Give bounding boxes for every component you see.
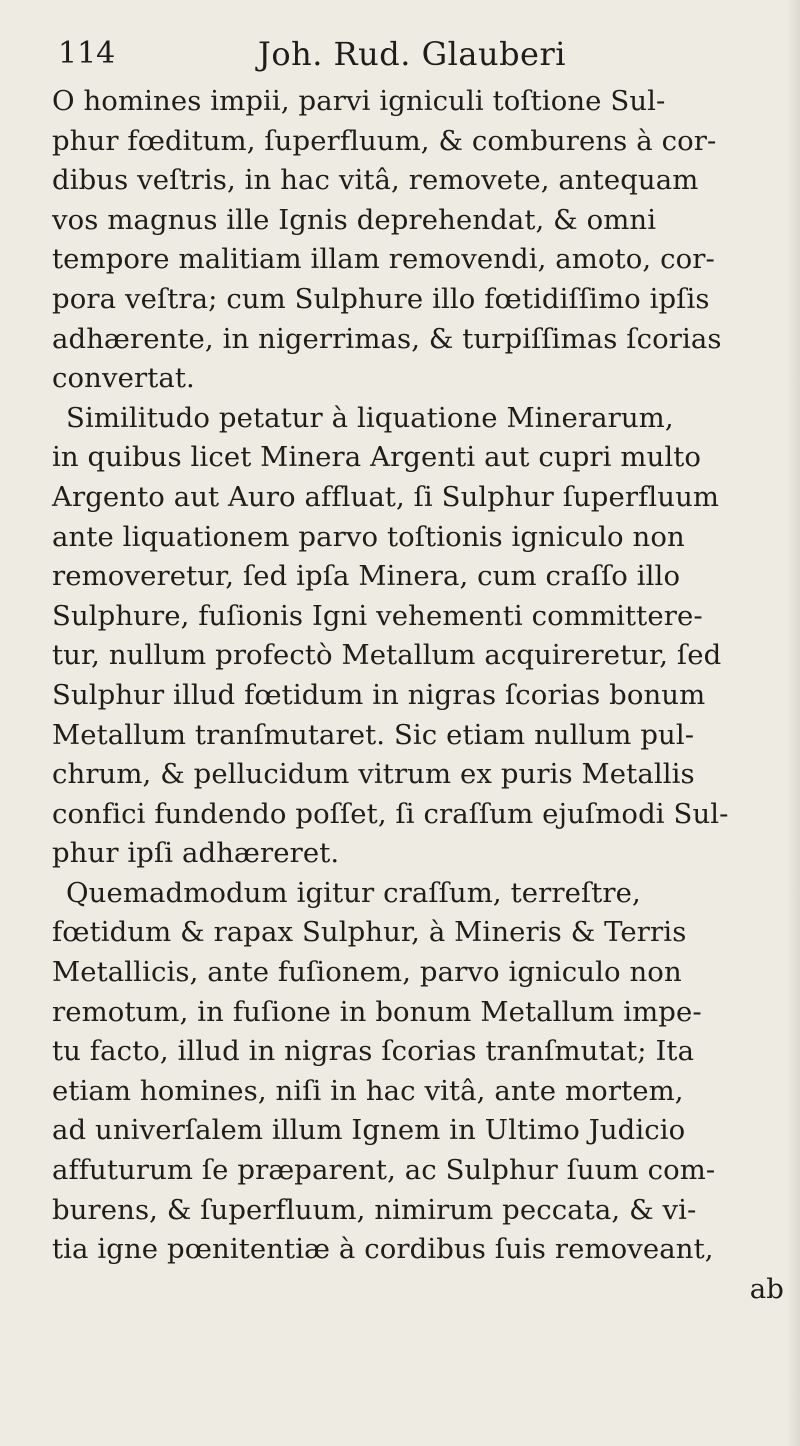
text-line: Argento aut Auro affluat, ſi Sulphur ſuperfluum [52, 480, 720, 513]
text-line: in quibus licet Minera Argenti aut cupri multo [52, 441, 702, 474]
text-line: Sulphur illud fœtidum in nigras ſcorias bonum [52, 678, 706, 711]
text-line: phur fœditum, ſuperfluum, & comburens à cor- [52, 124, 717, 157]
text-line: ad univerſalem illum Ignem in Ultimo Judicio [52, 1114, 686, 1147]
text-line: etiam homines, niſi in hac vitâ, ante mortem, [52, 1074, 684, 1107]
text-line: Metallicis, ante fuſionem, parvo igniculo non [52, 956, 682, 989]
body-text [52, 82, 792, 1309]
text-line: removeretur, ſed ipſa Minera, cum craſſo illo [52, 560, 681, 593]
text-line: convertat. [52, 362, 195, 395]
text-line: fœtidum & rapax Sulphur, à Mineris & Terris [52, 916, 687, 949]
text-line: vos magnus ille Ignis deprehendat, & omni [52, 203, 657, 236]
text-line: tempore malitiam illam removendi, amoto, cor- [52, 243, 715, 276]
text-line: ante liquationem parvo toſtionis igniculo non [52, 520, 685, 553]
page-number: 114 [58, 36, 116, 71]
text-line: tur, nullum profectò Metallum acquireretur, ſed [52, 639, 722, 672]
text-line: affuturum ſe præparent, ac Sulphur ſuum com- [52, 1154, 716, 1187]
text-line: chrum, & pellucidum vitrum ex puris Metallis [52, 758, 695, 791]
text-line: O homines impii, parvi igniculi toſtione Sul- [52, 85, 666, 117]
text-line-paragraph-start: Quemadmodum igitur craſſum, terreſtre, [66, 876, 641, 909]
text-line: confici fundendo poſſet, ſi craſſum ejuſmodi Sul- [52, 797, 729, 830]
text-line: Sulphure, fuſionis Igni vehementi committere- [52, 599, 703, 632]
text-line: tu facto, illud in nigras ſcorias tranſmutat; Ita [52, 1035, 695, 1068]
text-line: pora veſtra; cum Sulphure illo fœtidiſſimo ipſis [52, 282, 710, 315]
page-header [58, 34, 758, 74]
catchword: ab [749, 1272, 784, 1305]
text-line: adhærente, in nigerrimas, & turpiſſimas ſcorias [52, 322, 722, 355]
text-line: burens, & ſuperfluum, nimirum peccata, & vi- [52, 1193, 697, 1226]
text-line: Metallum tranſmutaret. Sic etiam nullum pul- [52, 718, 695, 751]
text-line: tia igne pœnitentiæ à cordibus ſuis removeant, [52, 1233, 714, 1266]
text-line-paragraph-start: Similitudo petatur à liquatione Minerarum, [66, 401, 674, 434]
text-line: phur ipſi adhæreret. [52, 837, 340, 870]
text-line: remotum, in fuſione in bonum Metallum impe- [52, 995, 702, 1028]
text-line: dibus veſtris, in hac vitâ, removete, antequam [52, 164, 699, 197]
running-title: Joh. Rud. Glauberi [258, 35, 567, 73]
